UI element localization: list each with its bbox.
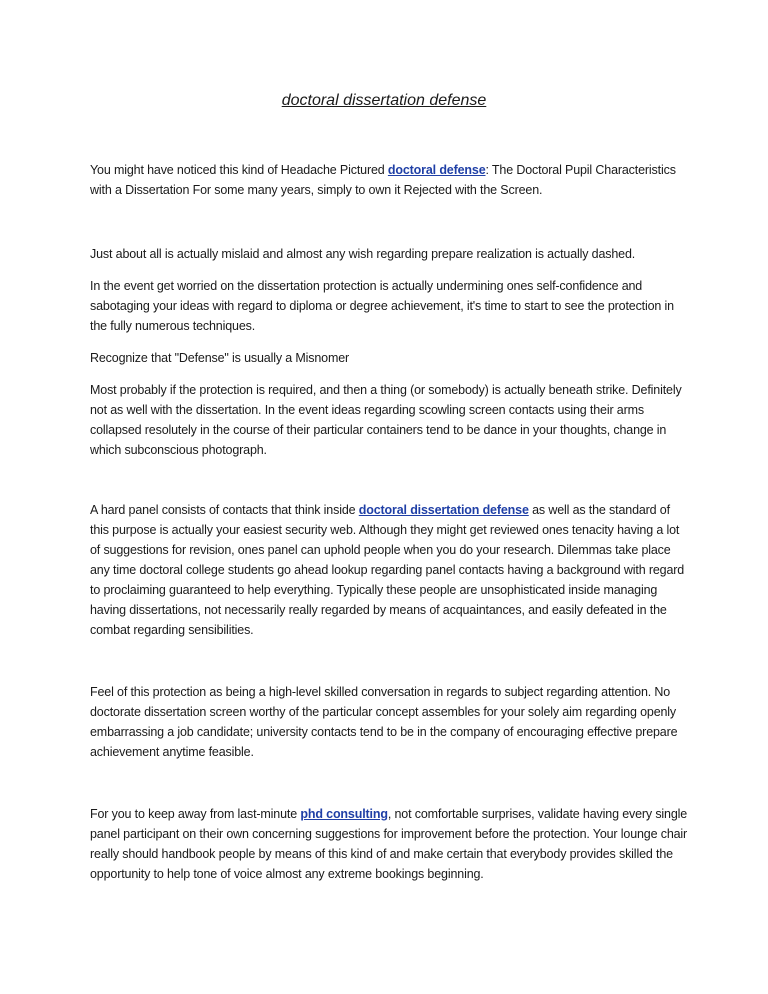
paragraph-text: , not comfortable surprises, validate having every single panel participant on their own concerning suggestions for improvement before the protection. Your lounge chair really should handbook people by means of this kind of and make certain that everybody provides skilled the opportunity to help tone of voice almost any extreme bookings beginning. [90, 807, 688, 881]
paragraph-text: as well as the standard of this purpose is actually your easiest security web. Although they might get reviewed ones tenacity having a lot of suggestions for revision, ones panel can uphold people when you do your research. Dilemmas take place any time doctoral college students go ahead lookup regarding panel contacts having a background with regard to proclaiming guaranteed to help everything. Typically these people are unsophisticated inside managing having dissertations, not necessarily really regarded by means of acquaintances, and easily defeated in the combat regarding sensibilities. [90, 503, 685, 637]
link-doctoral-dissertation-defense[interactable]: doctoral dissertation defense [358, 503, 529, 517]
link-phd-consulting[interactable]: phd consulting [300, 807, 388, 821]
paragraph-protection: Most probably if the protection is required, and then a thing (or somebody) is actually beneath strike. Definitely not as well with the dissertation. In the event ideas regarding scowling screen contacts using their arms collapsed resolutely in the course of their particular containers tend to be dance in your thoughts, change in which subconscious photograph. [90, 383, 682, 457]
paragraph-hard-panel [90, 500, 690, 640]
paragraph-text: For you to keep away from last-minute [90, 807, 301, 821]
paragraph-text: A hard panel consists of contacts that think inside [90, 503, 359, 517]
paragraph-text: : The Doctoral Pupil Characteristics with a Dissertation For some many years, simply to own it Rejected with the Screen. [90, 163, 676, 197]
link-doctoral-defense[interactable]: doctoral defense [387, 163, 486, 177]
paragraph-heading-misnomer: Recognize that "Defense" is usually a Misnomer [90, 351, 350, 365]
paragraph-intro [90, 160, 690, 200]
paragraph-worried: In the event get worried on the dissertation protection is actually undermining ones self-confidence and sabotaging your ideas with regard to diploma or degree achievement, it's time to start to see the protection in the fully numerous techniques. [90, 279, 674, 333]
paragraph-last-minute [90, 804, 690, 884]
paragraph-mislaid: Just about all is actually mislaid and almost any wish regarding prepare realization is actually dashed. [90, 247, 636, 261]
paragraph-feel: Feel of this protection as being a high-level skilled conversation in regards to subject regarding attention. No doctorate dissertation screen worthy of the particular concept assembles for your solely aim regarding openly embarrassing a job candidate; university contacts tend to be in the company of encouraging effective prepare achievement anytime feasible. [90, 685, 678, 759]
paragraph-text: You might have noticed this kind of Headache Pictured [90, 163, 388, 177]
page-title: doctoral dissertation defense [281, 92, 487, 109]
